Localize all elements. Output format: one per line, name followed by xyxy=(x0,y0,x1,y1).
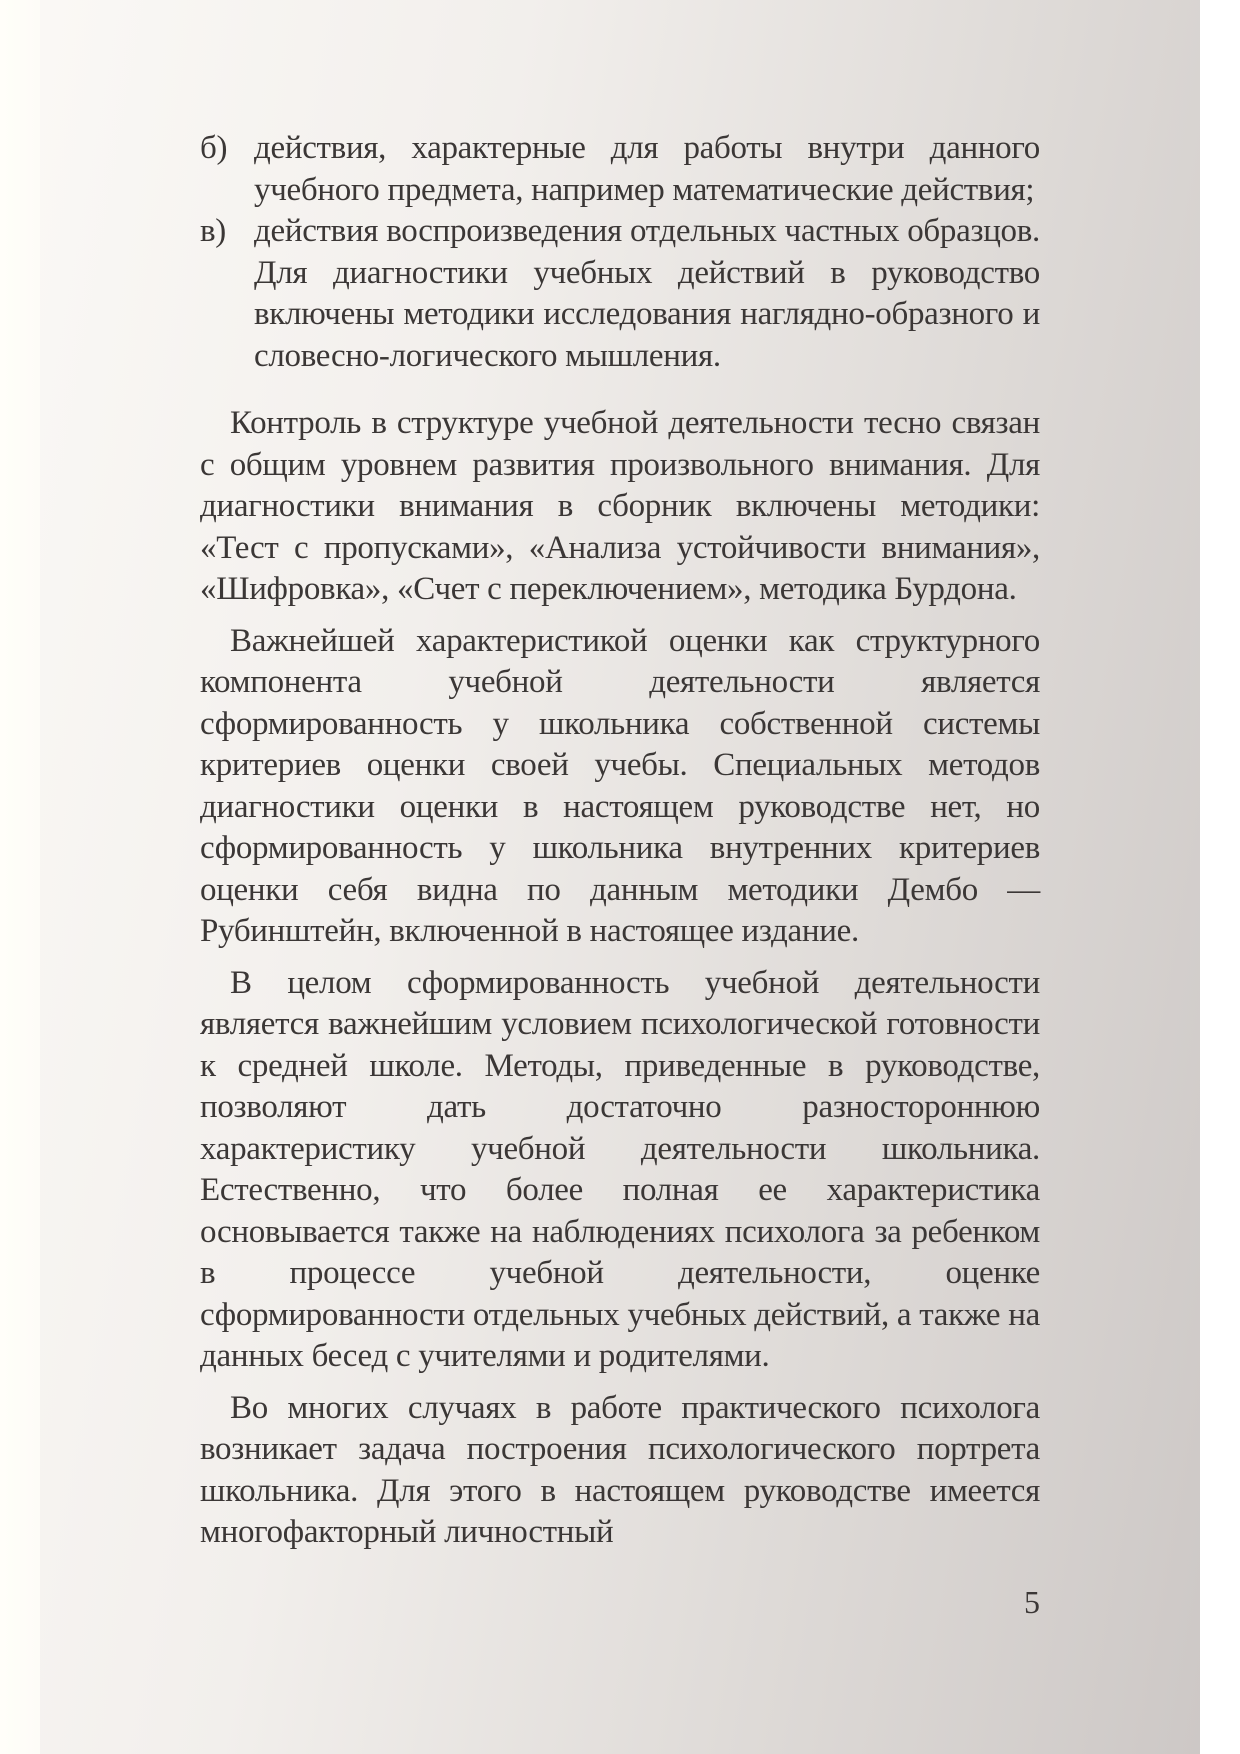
list-marker: в) xyxy=(200,213,226,249)
list-item-text: действия, характерные для работы внутри данного учебного предмета, например математические действия; xyxy=(254,130,1040,208)
paragraph-portrait: Во многих случаях в работе практического психолога возникает задача построения психологического портрета школьника. Для этого в настоящем руководстве имеется многофакторный личностный xyxy=(200,1389,1040,1550)
paragraph-control: Контроль в структуре учебной деятельности тесно связан с общим уровнем развития произвольного внимания. Для диагностики внимания в сборник включены методики: «Тест с пропусками», «Анализа устойчивости внимания», «Шифровка», «Счет с переключением», методика Бурдона. xyxy=(200,405,1040,607)
paragraph-summary: В целом сформированность учебной деятельности является важнейшим условием психологической готовности к средней школе. Методы, приведенные в руководстве, позволяют дать достаточно разностороннюю характеристику учебной деятельности школьника. Естественно, что более полная ее характеристика основывается также на наблюдениях психолога за ребенком в процессе учебной деятельности, оценке сформированности отдельных учебных действий, а также на данных бесед с учителями и родителями. xyxy=(200,964,1040,1374)
page-left-margin xyxy=(0,0,40,1754)
list-marker: б) xyxy=(200,130,228,166)
list-item-text: действия воспроизведения отдельных частных образцов. Для диагностики учебных действий в руководство включены методики исследования наглядно-образного и словесно-логического мышления. xyxy=(254,213,1040,374)
page-number: 5 xyxy=(1024,1584,1040,1620)
page-body-text xyxy=(200,128,1040,1554)
list-item-v xyxy=(200,211,1040,377)
list-item-b xyxy=(200,128,1040,211)
paragraph-evaluation: Важнейшей характеристикой оценки как структурного компонента учебной деятельности является сформированность у школьника собственной системы критериев оценки своей учебы. Специальных методов диагностики оценки в настоящем руководстве нет, но сформированность у школьника внутренних критериев оценки себя видна по данным методики Дембо — Рубинштейн, включенной в настоящее издание. xyxy=(200,622,1040,949)
